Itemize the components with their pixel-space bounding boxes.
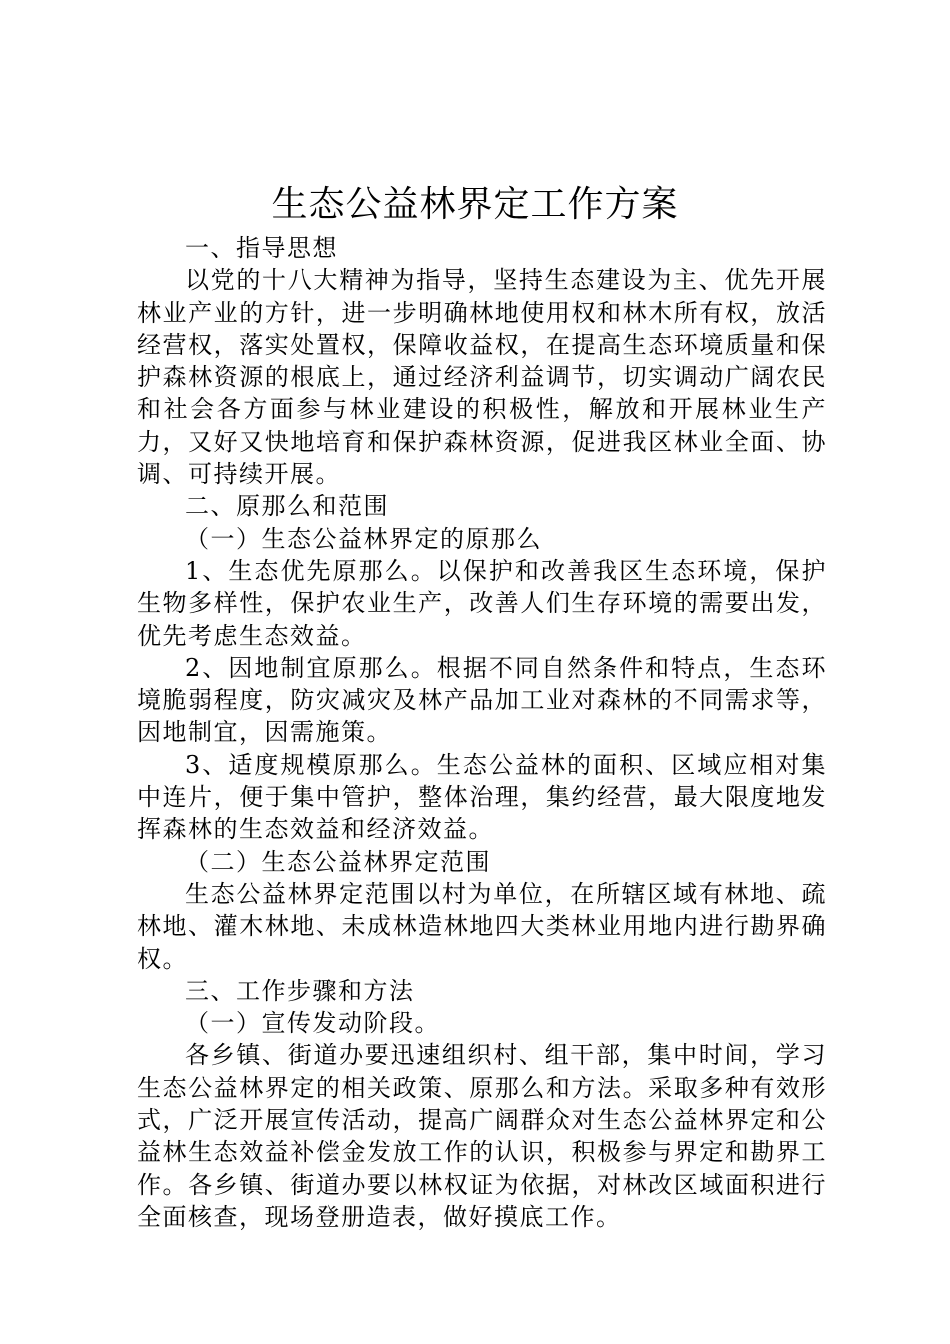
section-heading: 二、原那么和范围 <box>185 492 389 521</box>
document-body <box>137 232 827 1233</box>
subsection-heading: （一）宣传发动阶段。 <box>185 1009 440 1038</box>
body-paragraph: 3、适度规模原那么。生态公益林的面积、区域应相对集中连片，便于集中管护，整体治理，集约经营，最大限度地发挥森林的生态效益和经济效益。 <box>137 750 827 844</box>
section-heading: 三、工作步骤和方法 <box>185 976 415 1005</box>
section-heading: 一、指导思想 <box>185 234 338 262</box>
body-paragraph: 1、生态优先原那么。以保护和改善我区生态环境，保护生物多样性，保护农业生产，改善人们生存环境的需要出发，优先考虑生态效益。 <box>137 556 827 650</box>
subsection-heading: （二）生态公益林界定范围 <box>185 847 491 876</box>
document-title: 生态公益林界定工作方案 <box>271 184 679 225</box>
subsection-heading: （一）生态公益林界定的原那么 <box>185 524 542 553</box>
body-paragraph: 以党的十八大精神为指导，坚持生态建设为主、优先开展林业产业的方针，进一步明确林地使用权和林木所有权，放活经营权，落实处置权，保障收益权，在提高生态环境质量和保护森林资源的根底上，通过经济利益调节，切实调动广阔农民和社会各方面参与林业建设的积极性，解放和开展林业生产力，又好又快地培育和保护森林资源，促进我区林业全面、协调、可持续开展。 <box>137 266 827 489</box>
body-paragraph: 2、因地制宜原那么。根据不同自然条件和特点，生态环境脆弱程度，防灾减灾及林产品加工业对森林的不同需求等，因地制宜，因需施策。 <box>137 653 827 747</box>
body-paragraph: 各乡镇、街道办要迅速组织村、组干部，集中时间，学习生态公益林界定的相关政策、原那么和方法。采取多种有效形式，广泛开展宣传活动，提高广阔群众对生态公益林界定和公益林生态效益补偿金发放工作的认识，积极参与界定和勘界工作。各乡镇、街道办要以林权证为依据，对林改区域面积进行全面核查，现场登册造表，做好摸底工作。 <box>137 1041 827 1231</box>
body-paragraph: 生态公益林界定范围以村为单位，在所辖区域有林地、疏林地、灌木林地、未成林造林地四大类林业用地内进行勘界确权。 <box>137 879 827 973</box>
